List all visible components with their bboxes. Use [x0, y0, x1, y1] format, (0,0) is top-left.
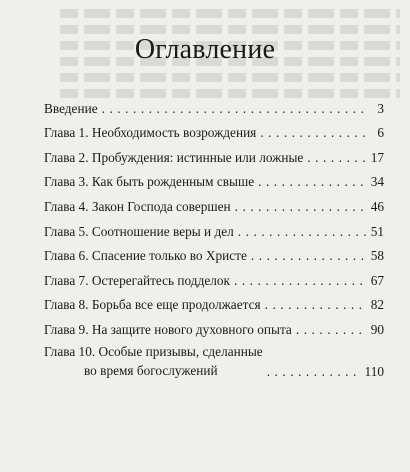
- toc-entry-label-line2: во время богослужений: [84, 362, 218, 378]
- toc-entry-label: Глава 3. Как быть рожденным свыше: [44, 174, 255, 190]
- toc-entry-page: 51: [370, 223, 384, 239]
- toc-entry-label: Глава 2. Пробуждения: истинные или ложные: [44, 149, 304, 165]
- toc-entry-page: 90: [370, 321, 384, 337]
- toc-entry-label: Глава 4. Закон Господа совершен: [44, 198, 231, 214]
- dot-leader: [267, 364, 361, 380]
- toc-entry-page: 110: [364, 363, 384, 379]
- toc-entry-chapter-7[interactable]: [44, 264, 384, 289]
- toc-entry-page: 34: [370, 174, 384, 190]
- dot-leader: [258, 174, 366, 190]
- dot-leader: [260, 125, 366, 141]
- toc-entry-label: Глава 8. Борьба все еще продолжается: [44, 297, 261, 313]
- toc-entry-label: Глава 10. Особые призывы, сделанные: [44, 343, 263, 359]
- toc-entry-page: 17: [370, 149, 384, 165]
- dot-leader: [307, 150, 366, 166]
- toc-entry-page: 46: [370, 198, 384, 214]
- toc-entry-label: Глава 1. Необходимость возрождения: [44, 125, 257, 141]
- toc-entry-label: Глава 6. Спасение только во Христе: [44, 248, 247, 264]
- toc-entry-page: 58: [370, 248, 384, 264]
- toc-entry-chapter-9[interactable]: [44, 313, 384, 338]
- toc-entry-introduction[interactable]: [44, 92, 384, 117]
- dot-leader: [238, 224, 366, 240]
- toc-entry-label: Глава 5. Соотношение веры и дел: [44, 223, 234, 239]
- dot-leader: [234, 273, 366, 289]
- toc-entry-page: 6: [377, 125, 384, 141]
- page-title: Оглавление: [134, 34, 276, 65]
- toc-entry-chapter-6[interactable]: [44, 240, 384, 265]
- dot-leader: [251, 248, 366, 264]
- toc-entry-label-block: [44, 342, 263, 380]
- toc-entry-chapter-1[interactable]: [44, 117, 384, 142]
- toc-entry-chapter-5[interactable]: [44, 215, 384, 240]
- dot-leader: [102, 101, 366, 117]
- toc-entry-label: Глава 7. Остерегайтесь подделок: [44, 272, 230, 288]
- dot-leader: [235, 199, 366, 215]
- toc-entry-chapter-3[interactable]: [44, 166, 384, 191]
- dot-leader: [296, 322, 366, 338]
- toc-entry-page: 82: [370, 297, 384, 313]
- toc-entry-chapter-8[interactable]: [44, 289, 384, 314]
- table-of-contents: [44, 92, 384, 380]
- toc-entry-chapter-2[interactable]: [44, 141, 384, 166]
- toc-entry-chapter-4[interactable]: [44, 190, 384, 215]
- toc-entry-label: Введение: [44, 100, 98, 116]
- toc-entry-label: Глава 9. На защите нового духовного опыта: [44, 321, 292, 337]
- toc-entry-page: 67: [370, 272, 384, 288]
- toc-entry-chapter-10[interactable]: [44, 342, 384, 380]
- dot-leader: [265, 297, 366, 313]
- toc-entry-page: 3: [377, 100, 384, 116]
